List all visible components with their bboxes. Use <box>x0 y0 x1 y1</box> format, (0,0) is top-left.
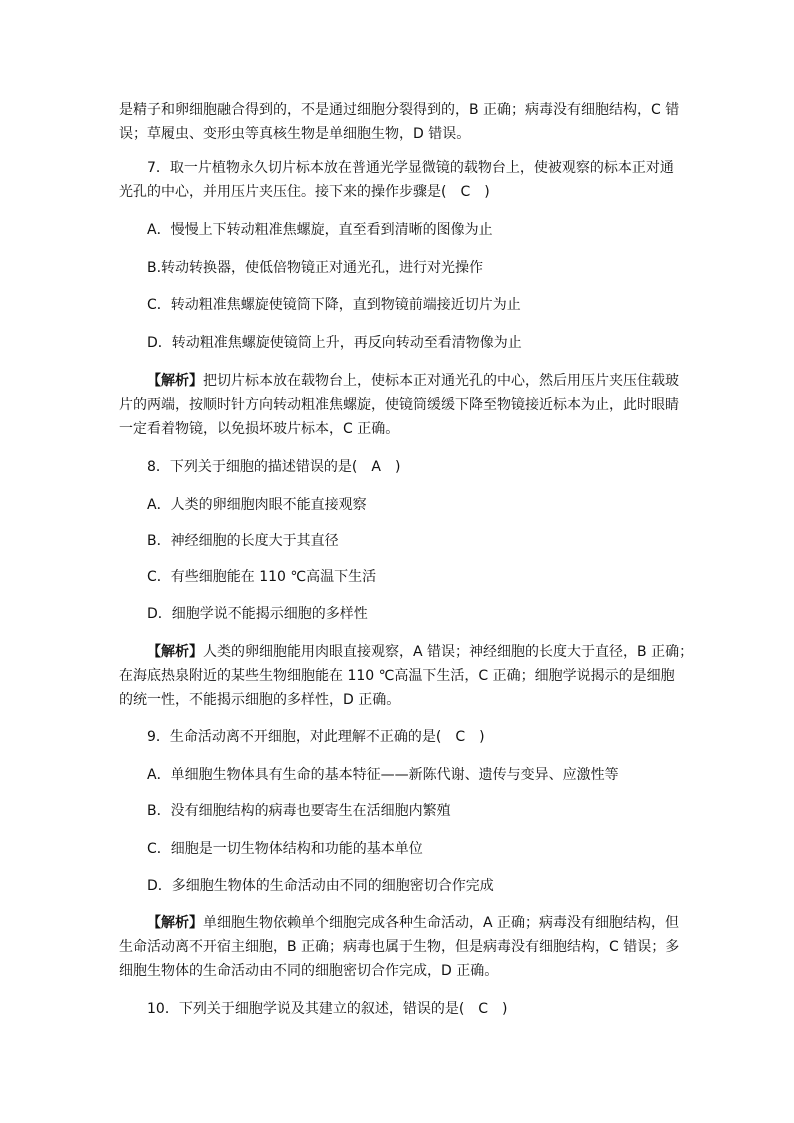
analysis-text: 的统一性，不能揭示细胞的多样性，D 正确。 <box>119 692 401 708</box>
analysis-text: 在海底热泉附近的某些生物细胞能在 110 ℃高温下生活，C 正确；细胞学说揭示的是细胞 <box>119 668 675 684</box>
analysis-tag: 【解析】 <box>147 373 203 389</box>
option-b: B.转动转换器，使低倍物镜正对通光孔，进行对光操作 <box>147 260 484 276</box>
option-c: C．有些细胞能在 110 ℃高温下生活 <box>147 569 377 585</box>
question-7-stem: 光孔的中心，并用压片夹压住。接下来的操作步骤是( C ) <box>119 184 490 200</box>
option-b: B．没有细胞结构的病毒也要寄生在活细胞内繁殖 <box>147 803 451 819</box>
option-d: D．细胞学说不能揭示细胞的多样性 <box>147 606 368 622</box>
option-a: A．单细胞生物体具有生命的基本特征——新陈代谢、遗传与变异、应激性等 <box>147 767 619 783</box>
analysis-line: 人类的卵细胞能用肉眼直接观察，A 错误；神经细胞的长度大于直径，B 正确； <box>203 644 694 660</box>
analysis-text <box>147 643 693 661</box>
analysis-text: 误；草履虫、变形虫等真核生物是单细胞生物，D 错误。 <box>119 126 471 142</box>
analysis-text: 片的两端，按顺时针方向转动粗准焦螺旋，使镜筒缓缓下降至物镜接近标本为止，此时眼睛 <box>119 397 679 413</box>
question-9-stem: 9．生命活动离不开细胞，对此理解不正确的是( C ) <box>147 729 485 745</box>
option-c: C．转动粗准焦螺旋使镜筒下降，直到物镜前端接近切片为止 <box>147 297 521 313</box>
analysis-text: 细胞生物体的生命活动由不同的细胞密切合作完成，D 正确。 <box>119 963 499 979</box>
analysis-line: 把切片标本放在载物台上，使标本正对通光孔的中心，然后用压片夹压住载玻 <box>203 373 679 389</box>
option-c: C．细胞是一切生物体结构和功能的基本单位 <box>147 841 423 857</box>
option-d: D．转动粗准焦螺旋使镜筒上升，再反向转动至看清物像为止 <box>147 335 522 351</box>
option-a: A．人类的卵细胞肉眼不能直接观察 <box>147 497 367 513</box>
option-b: B．神经细胞的长度大于其直径 <box>147 533 339 549</box>
analysis-text: 一定看着物镜，以免损坏玻片标本，C 正确。 <box>119 421 400 437</box>
option-a: A．慢慢上下转动粗准焦螺旋，直至看到清晰的图像为止 <box>147 222 493 238</box>
analysis-line: 单细胞生物依赖单个细胞完成各种生命活动，A 正确；病毒没有细胞结构，但 <box>203 915 680 931</box>
analysis-tag: 【解析】 <box>147 915 203 931</box>
analysis-text: 是精子和卵细胞融合得到的，不是通过细胞分裂得到的，B 正确；病毒没有细胞结构，C 错 <box>119 102 680 118</box>
analysis-tag: 【解析】 <box>147 644 203 660</box>
analysis-text: 生命活动离不开宿主细胞，B 正确；病毒也属于生物，但是病毒没有细胞结构，C 错误；多 <box>119 939 680 955</box>
analysis-text <box>147 914 679 932</box>
analysis-text <box>147 372 679 390</box>
question-10-stem: 10．下列关于细胞学说及其建立的叙述，错误的是( C ) <box>147 1001 508 1017</box>
question-8-stem: 8．下列关于细胞的描述错误的是( A ) <box>147 459 401 475</box>
option-d: D．多细胞生物体的生命活动由不同的细胞密切合作完成 <box>147 878 494 894</box>
question-7-stem: 7．取一片植物永久切片标本放在普通光学显微镜的载物台上，使被观察的标本正对通 <box>147 160 674 176</box>
